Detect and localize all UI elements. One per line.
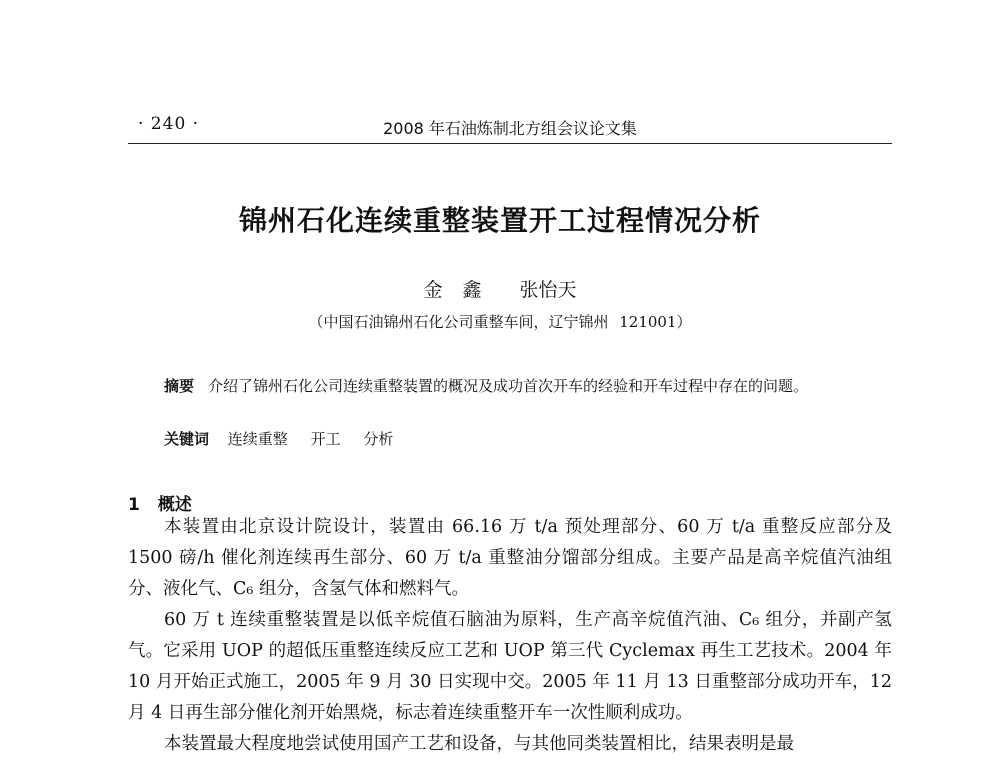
keywords: [164, 428, 411, 449]
abstract-label: 摘要: [164, 377, 195, 395]
paragraph: 60 万 t 连续重整装置是以低辛烷值石脑油为原料，生产高辛烷值汽油、C₆ 组分，并副产氢气。它采用 UOP 的超低压重整连续反应工艺和 UOP 第三代 Cyclemax 再生工艺技术。2004 年10 月开始正式施工，2005 年 9 月 30 日实现中交。2005 年 11 月 13 日重整部分成功开车，12 月 4 日再生部分催化剂开始黑烧，标志着连续重整开车一次性顺利成功。: [128, 610, 892, 723]
abstract: [128, 372, 892, 400]
paragraph: 本装置由北京设计院设计，装置由 66.16 万 t/a 预处理部分、60 万 t/a 重整反应部分及 1500 磅/h 催化剂连续再生部分、60 万 t/a 重整油分馏部分组成。主要产品是高辛烷值汽油组分、液化气、C₆ 组分，含氢气体和燃料气。: [128, 517, 892, 599]
section-title: 概述: [157, 495, 192, 515]
paper-title: 锦州石化连续重整装置开工过程情况分析: [238, 204, 761, 237]
paragraph: 本装置最大程度地尝试使用国产工艺和设备，与其他同类装置相比，结果表明是最: [164, 734, 794, 754]
page-number: · 240 ·: [138, 114, 200, 134]
running-header-title: 2008 年石油炼制北方组会议论文集: [383, 119, 637, 138]
author-name: 张怡天: [519, 279, 577, 301]
header-divider: [128, 143, 892, 144]
author-list: [0, 275, 1000, 302]
section-number: 1: [128, 495, 140, 515]
author-name: 金鑫: [423, 279, 502, 301]
body-text: [128, 512, 892, 760]
keyword: 分析: [363, 430, 394, 448]
keywords-label: 关键词: [164, 430, 210, 448]
keyword: 连续重整: [227, 430, 288, 448]
abstract-text: 介绍了锦州石化公司连续重整装置的概况及成功首次开车的经验和开车过程中存在的问题。: [208, 377, 809, 395]
author-affiliation: （中国石油锦州石化公司重整车间，辽宁锦州 121001）: [308, 313, 692, 331]
keyword: 开工: [310, 430, 341, 448]
